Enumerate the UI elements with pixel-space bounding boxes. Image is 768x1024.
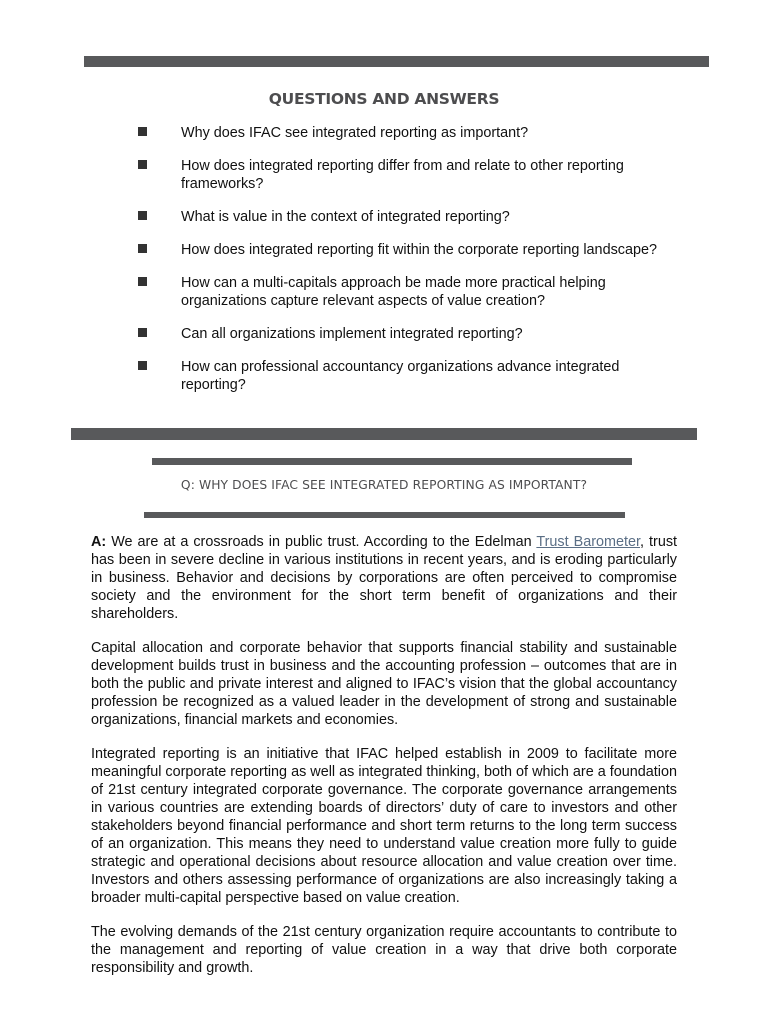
list-item — [136, 241, 676, 259]
list-item — [136, 124, 676, 142]
list-item — [136, 325, 676, 343]
question-text: Why does IFAC see integrated reporting as important? — [181, 125, 529, 141]
answer-text: We are at a crossroads in public trust. According to the Edelman — [106, 534, 537, 550]
square-bullet-icon — [138, 127, 147, 136]
middle-divider-bar — [71, 428, 697, 440]
square-bullet-icon — [138, 211, 147, 220]
answer-label: A: — [91, 534, 107, 550]
square-bullet-icon — [138, 328, 147, 337]
answer-paragraph-3: Integrated reporting is an initiative that IFAC helped establish in 2009 to facilitate more meaningful corporate reporting as well as integrated thinking, both of which are a foundation of 21st century integrated corporate governance. The corporate governance arrangements in various countries are extending boards of directors’ duty of care to investors and other stakeholders beyond financial performance and short term returns to the long term success of an organization. This means they need to understand value creation more fully to guide strategic and operational decisions about resource allocation and value creation over time. Investors and others assessing performance of organizations are also increasingly taking a broader multi-capital perspective based on value creation. — [91, 746, 677, 906]
question-text: What is value in the context of integrated reporting? — [181, 209, 510, 225]
square-bullet-icon — [138, 361, 147, 370]
qa-section-title: QUESTIONS AND ANSWERS — [268, 90, 500, 108]
list-item — [136, 358, 676, 394]
answer-text: , trust has been in severe decline in various institutions in recent years, and is eroding particularly in business. Behavior and decisions by corporations are often perceived to compromise society and the environment for the short term benefit of organizations and their shareholders. — [91, 534, 678, 622]
list-item — [136, 274, 676, 310]
question-text: Can all organizations implement integrated reporting? — [181, 326, 523, 342]
answer-paragraph-2: Capital allocation and corporate behavior that supports financial stability and sustainable development builds trust in business and the accounting profession – outcomes that are in both the public and private interest and aligned to IFAC’s vision that the global accountancy profession be recognized as a valued leader in the development of strong and sustainable organizations, financial markets and economies. — [91, 640, 677, 728]
list-item — [136, 157, 676, 193]
heading-top-rule — [152, 458, 632, 465]
question-text: How can professional accountancy organizations advance integrated reporting? — [181, 359, 620, 393]
question-list — [136, 124, 676, 409]
question-text: How does integrated reporting fit within the corporate reporting landscape? — [181, 242, 657, 258]
question-heading: Q: WHY DOES IFAC SEE INTEGRATED REPORTING AS IMPORTANT? — [180, 478, 588, 492]
square-bullet-icon — [138, 244, 147, 253]
square-bullet-icon — [138, 160, 147, 169]
answer-paragraph-4: The evolving demands of the 21st century organization require accountants to contribute to the management and reporting of value creation in a way that drive both corporate responsibility and growth. — [91, 924, 677, 976]
square-bullet-icon — [138, 277, 147, 286]
list-item — [136, 208, 676, 226]
top-divider-bar — [84, 56, 709, 67]
trust-barometer-link[interactable]: Trust Barometer — [536, 534, 641, 550]
answer-body — [91, 533, 677, 993]
question-text: How does integrated reporting differ from and relate to other reporting frameworks? — [181, 158, 624, 192]
answer-paragraph-1 — [91, 533, 677, 623]
question-text: How can a multi-capitals approach be made more practical helping organizations capture relevant aspects of value creation? — [181, 275, 606, 309]
heading-bottom-rule — [144, 512, 625, 518]
